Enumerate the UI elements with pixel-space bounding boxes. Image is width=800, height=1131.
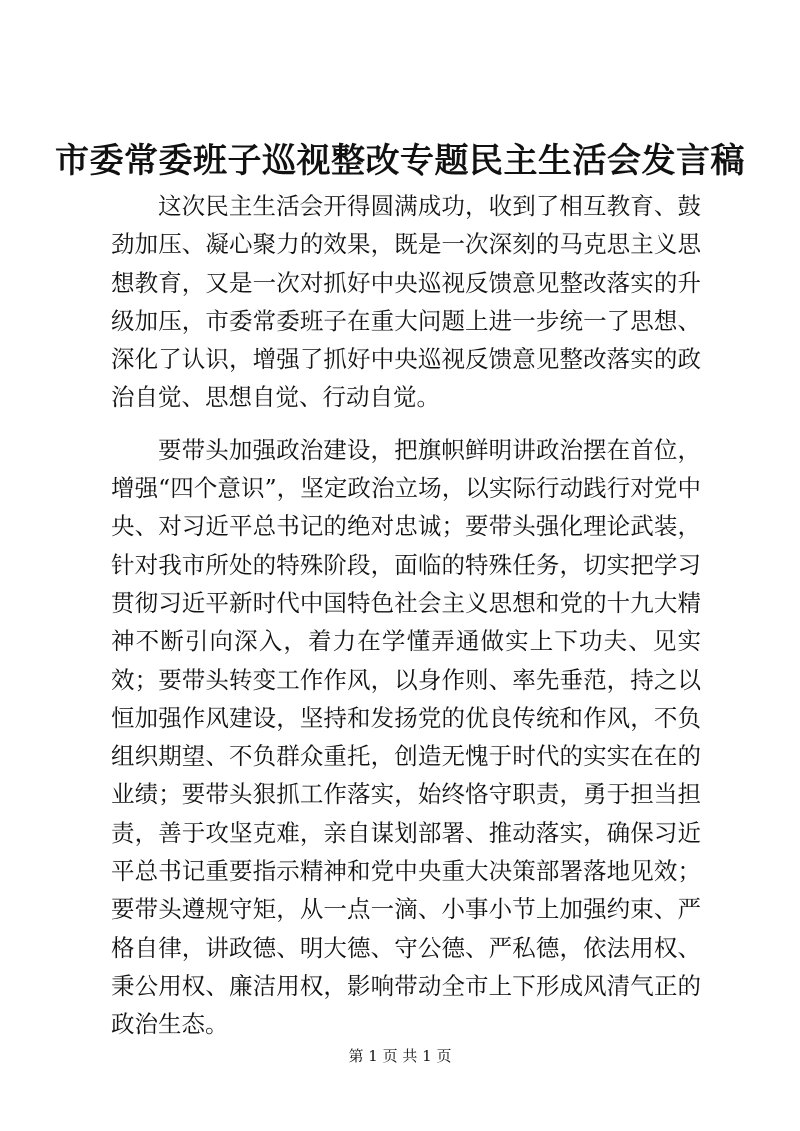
document-body bbox=[111, 187, 701, 1044]
paragraph-2: 要带头加强政治建设，把旗帜鲜明讲政治摆在首位，增强“四个意识”，坚定政治立场，以实际行动践行对党中央、对习近平总书记的绝对忠诚；要带头强化理论武装，针对我市所处的特殊阶段，面临的特殊任务，切实把学习贯彻习近平新时代中国特色社会主义思想和党的十九大精神不断引向深入，着力在学懂弄通做实上下功夫、见实效；要带头转变工作作风，以身作则、率先垂范，持之以恒加强作风建设，坚持和发扬党的优良传统和作风，不负组织期望、不负群众重托，创造无愧于时代的实实在在的业绩；要带头狠抓工作落实，始终恪守职责，勇于担当担责，善于攻坚克难，亲自谋划部署、推动落实，确保习近平总书记重要指示精神和党中央重大决策部署落地见效；要带头遵规守矩，从一点一滴、小事小节上加强约束、严格自律，讲政德、明大德、守公德、严私德，依法用权、秉公用权、廉洁用权，影响带动全市上下形成风清气正的政治生态。 bbox=[111, 435, 701, 1039]
paragraph-1: 这次民主生活会开得圆满成功，收到了相互教育、鼓劲加压、凝心聚力的效果，既是一次深刻的马克思主义思想教育，又是一次对抓好中央巡视反馈意见整改落实的升级加压，市委常委班子在重大问题上进一步统一了思想、深化了认识，增强了抓好中央巡视反馈意见整改落实的政治自觉、思想自觉、行动自觉。 bbox=[111, 192, 701, 412]
document-title: 市委常委班子巡视整改专题民主生活会发言稿 bbox=[55, 141, 745, 181]
page-footer: 第 1 页 共 1 页 bbox=[348, 1047, 452, 1065]
